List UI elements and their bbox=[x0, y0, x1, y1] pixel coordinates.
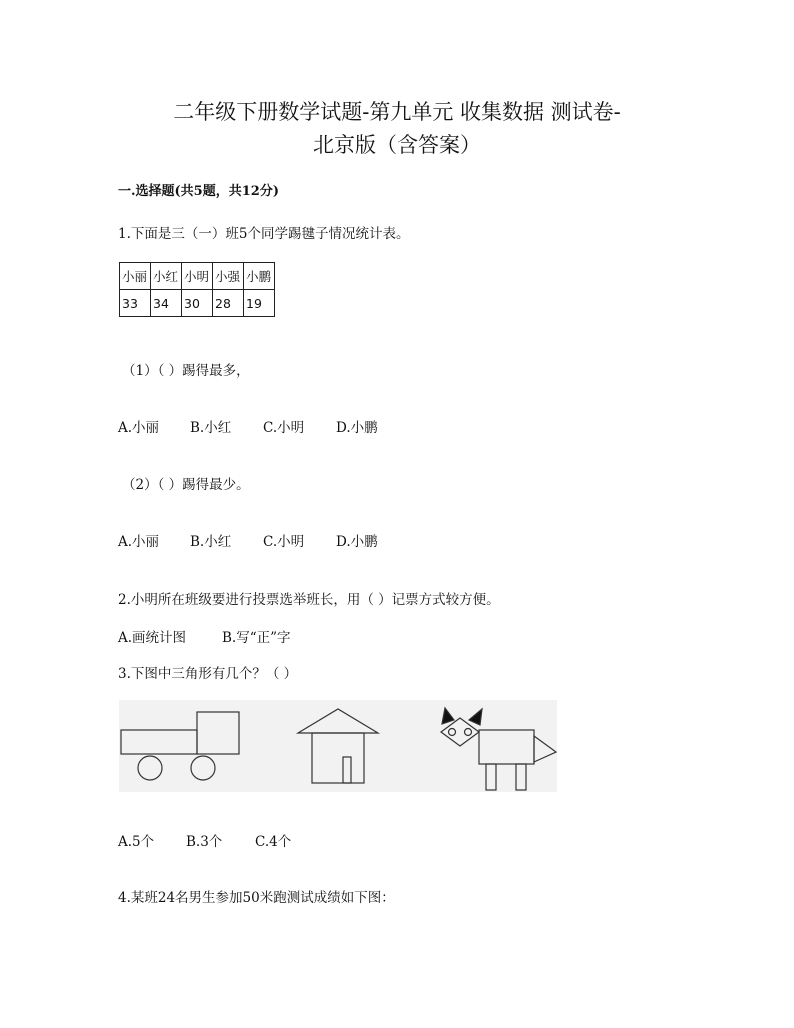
question-1-sub-2: （2）（ ）踢得最少。 bbox=[122, 477, 250, 493]
option-c: C.小明 bbox=[263, 534, 305, 550]
question-1-sub-2-options bbox=[118, 530, 378, 550]
option-a: A.5个 bbox=[118, 834, 155, 850]
option-a: A.小丽 bbox=[118, 420, 160, 436]
table-cell: 33 bbox=[120, 290, 151, 317]
question-2-stem: 2.小明所在班级要进行投票选举班长，用（ ）记票方式较方便。 bbox=[118, 592, 500, 608]
kick-shuttlecock-table bbox=[119, 262, 275, 317]
page-title-line2: 北京版（含答案） bbox=[313, 133, 481, 157]
question-3-stem: 3.下图中三角形有几个？（ ） bbox=[118, 666, 298, 682]
truck-wheel-front bbox=[191, 756, 215, 780]
animal-ear-right bbox=[469, 709, 482, 725]
house-figure bbox=[298, 709, 378, 783]
animal-tail bbox=[534, 736, 556, 762]
animal-leg-back bbox=[516, 764, 526, 790]
question-2-options bbox=[118, 626, 291, 646]
option-b: B.小红 bbox=[190, 534, 232, 550]
option-b: B.写“正”字 bbox=[222, 630, 291, 646]
section-heading: 一.选择题(共5题，共12分) bbox=[118, 184, 279, 199]
animal-leg-front bbox=[486, 764, 496, 790]
animal-ear-left bbox=[442, 708, 454, 724]
table-cell: 34 bbox=[151, 290, 182, 317]
shapes-figure bbox=[119, 700, 557, 792]
animal-body bbox=[479, 730, 534, 764]
table-header-cell: 小强 bbox=[213, 263, 244, 290]
shapes-illustration bbox=[119, 700, 557, 792]
question-3-options bbox=[118, 830, 291, 850]
animal-figure bbox=[441, 708, 556, 790]
option-c: C.4个 bbox=[255, 834, 292, 850]
option-b: B.小红 bbox=[190, 420, 232, 436]
option-d: D.小鹏 bbox=[336, 534, 378, 550]
page-title-line1: 二年级下册数学试题-第九单元 收集数据 测试卷- bbox=[173, 100, 621, 124]
truck-cab bbox=[197, 712, 239, 754]
option-b: B.3个 bbox=[186, 834, 223, 850]
truck-wheel-rear bbox=[138, 756, 162, 780]
option-d: D.小鹏 bbox=[336, 420, 378, 436]
table-header-row bbox=[120, 263, 275, 290]
table-header-cell: 小明 bbox=[182, 263, 213, 290]
house-roof bbox=[298, 709, 378, 733]
table-header-cell: 小鹏 bbox=[244, 263, 275, 290]
truck-figure bbox=[121, 712, 239, 780]
table-row bbox=[120, 290, 275, 317]
question-1-stem: 1.下面是三（一）班5个同学踢毽子情况统计表。 bbox=[118, 226, 410, 242]
house-door bbox=[343, 757, 351, 783]
table-header-cell: 小红 bbox=[151, 263, 182, 290]
option-a: A.画统计图 bbox=[118, 630, 187, 646]
house-wall bbox=[312, 733, 364, 783]
option-c: C.小明 bbox=[263, 420, 305, 436]
question-1-sub-1: （1）（ ）踢得最多， bbox=[122, 363, 250, 379]
option-a: A.小丽 bbox=[118, 534, 160, 550]
table-header-cell: 小丽 bbox=[120, 263, 151, 290]
truck-body bbox=[121, 730, 197, 754]
table-cell: 19 bbox=[244, 290, 275, 317]
question-1-sub-1-options bbox=[118, 416, 378, 436]
animal-eye-right bbox=[465, 729, 472, 736]
animal-eye-left bbox=[449, 729, 456, 736]
question-4-stem: 4.某班24名男生参加50米跑测试成绩如下图： bbox=[118, 890, 395, 906]
table-cell: 28 bbox=[213, 290, 244, 317]
table-cell: 30 bbox=[182, 290, 213, 317]
